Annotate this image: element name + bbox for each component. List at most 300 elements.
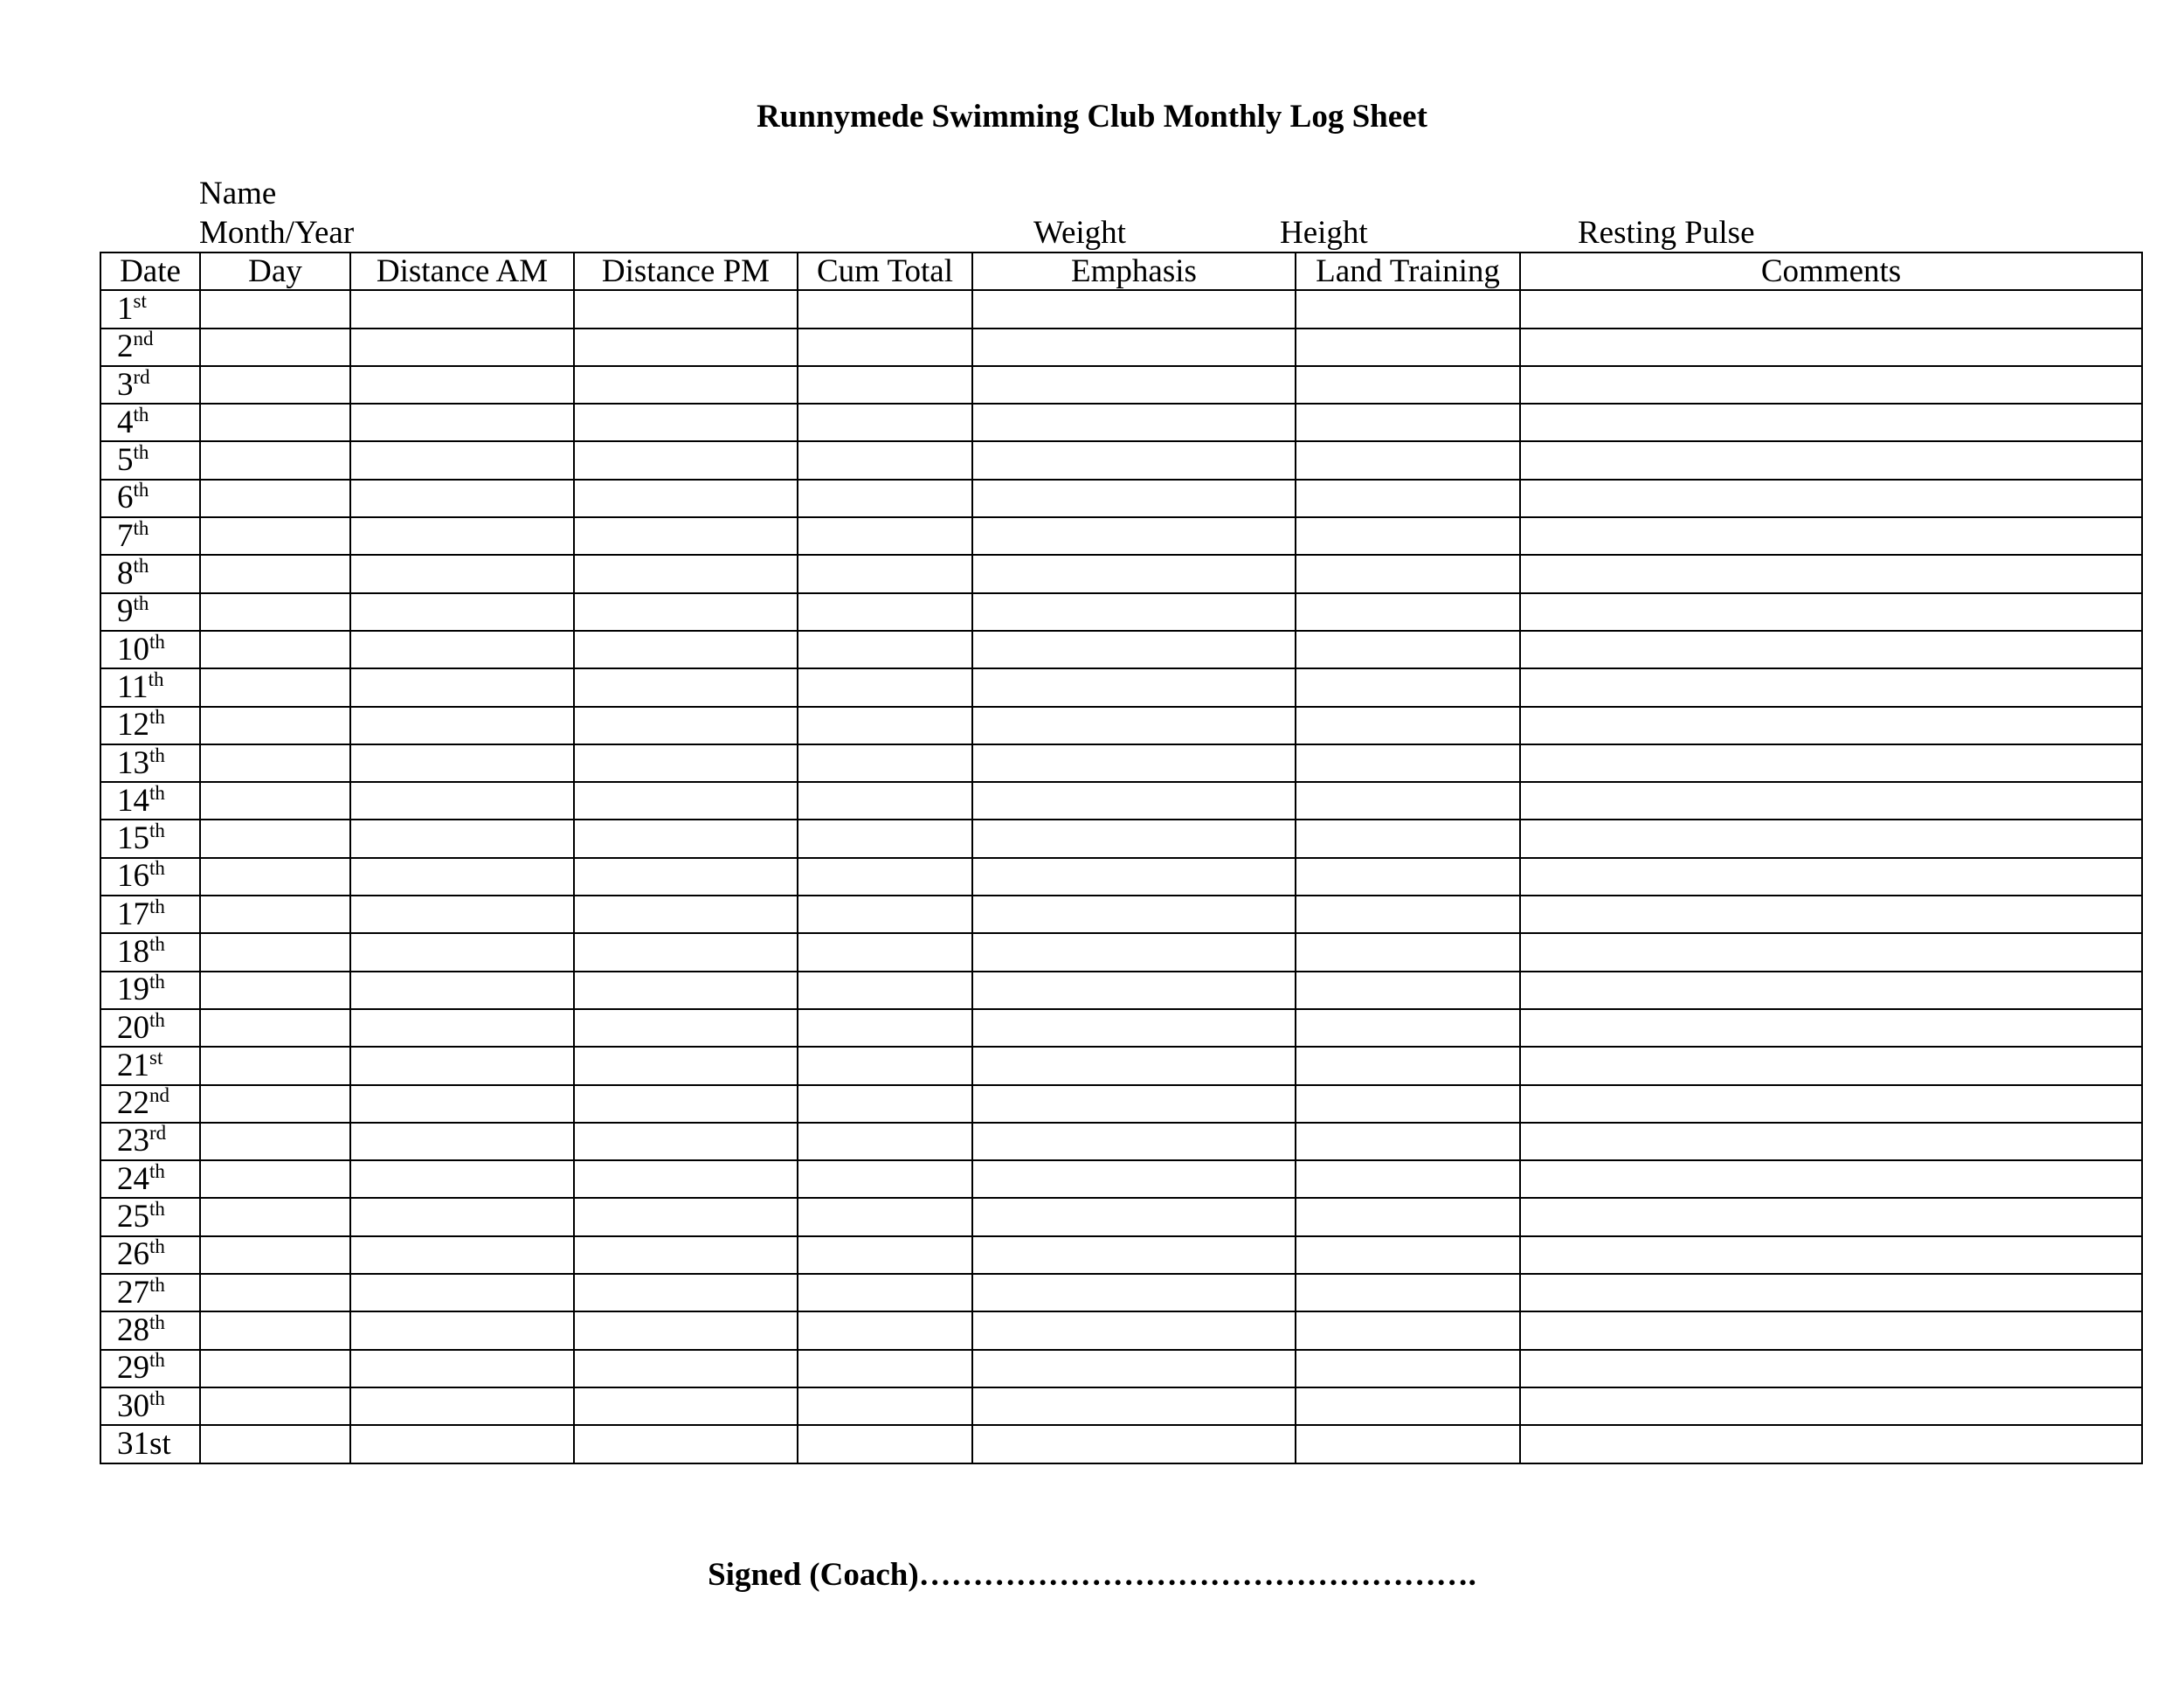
date-cell [100, 707, 200, 744]
table-row [100, 933, 2142, 971]
day-cell[interactable] [200, 744, 350, 782]
date-cell [100, 517, 200, 555]
cum-total-cell[interactable] [798, 555, 972, 592]
distance-am-cell[interactable] [350, 1350, 574, 1387]
distance-pm-cell[interactable] [574, 1009, 798, 1047]
distance-pm-cell[interactable] [574, 668, 798, 706]
date-suffix: th [149, 1349, 165, 1372]
date-number: 16 [117, 858, 149, 895]
distance-pm-cell[interactable] [574, 593, 798, 631]
cum-total-cell[interactable] [798, 820, 972, 857]
cum-total-cell[interactable] [798, 1085, 972, 1123]
cum-total-cell[interactable] [798, 896, 972, 933]
emphasis-cell[interactable] [972, 1236, 1296, 1274]
day-cell[interactable] [200, 366, 350, 404]
land-training-cell[interactable] [1296, 707, 1520, 744]
distance-pm-cell[interactable] [574, 555, 798, 592]
date-cell [100, 329, 200, 366]
distance-pm-cell[interactable] [574, 480, 798, 517]
cum-total-cell[interactable] [798, 858, 972, 896]
distance-pm-cell[interactable] [574, 820, 798, 857]
comments-cell[interactable] [1520, 858, 2142, 896]
land-training-cell[interactable] [1296, 972, 1520, 1009]
day-cell[interactable] [200, 896, 350, 933]
emphasis-cell[interactable] [972, 1047, 1296, 1084]
cum-total-cell[interactable] [798, 517, 972, 555]
emphasis-cell[interactable] [972, 1425, 1296, 1463]
cum-total-cell[interactable] [798, 1047, 972, 1084]
day-cell[interactable] [200, 972, 350, 1009]
date-cell [100, 972, 200, 1009]
land-training-cell[interactable] [1296, 593, 1520, 631]
date-cell [100, 1274, 200, 1311]
distance-am-cell[interactable] [350, 366, 574, 404]
comments-cell[interactable] [1520, 441, 2142, 479]
date-number: 7 [117, 517, 134, 554]
distance-am-cell[interactable] [350, 707, 574, 744]
day-cell[interactable] [200, 290, 350, 328]
emphasis-cell[interactable] [972, 1311, 1296, 1349]
distance-am-cell[interactable] [350, 972, 574, 1009]
comments-cell[interactable] [1520, 820, 2142, 857]
distance-pm-cell[interactable] [574, 631, 798, 668]
distance-pm-cell[interactable] [574, 1425, 798, 1463]
date-cell [100, 1085, 200, 1123]
comments-cell[interactable] [1520, 1160, 2142, 1198]
distance-am-cell[interactable] [350, 480, 574, 517]
comments-cell[interactable] [1520, 1198, 2142, 1235]
date-suffix: th [149, 1198, 165, 1221]
name-label: Name [199, 176, 277, 211]
land-training-cell[interactable] [1296, 441, 1520, 479]
land-training-cell[interactable] [1296, 329, 1520, 366]
distance-am-cell[interactable] [350, 517, 574, 555]
cum-total-cell[interactable] [798, 933, 972, 971]
table-row [100, 517, 2142, 555]
distance-pm-cell[interactable] [574, 517, 798, 555]
day-cell[interactable] [200, 1085, 350, 1123]
emphasis-cell[interactable] [972, 329, 1296, 366]
day-cell[interactable] [200, 1274, 350, 1311]
day-cell[interactable] [200, 1350, 350, 1387]
table-row [100, 441, 2142, 479]
date-number: 23 [117, 1123, 149, 1159]
day-cell[interactable] [200, 555, 350, 592]
land-training-cell[interactable] [1296, 933, 1520, 971]
emphasis-cell[interactable] [972, 1085, 1296, 1123]
distance-pm-cell[interactable] [574, 1387, 798, 1425]
date-suffix: th [149, 971, 165, 993]
emphasis-cell[interactable] [972, 1274, 1296, 1311]
table-row [100, 1425, 2142, 1463]
date-cell [100, 933, 200, 971]
distance-pm-cell[interactable] [574, 329, 798, 366]
distance-am-cell[interactable] [350, 1198, 574, 1235]
land-training-cell[interactable] [1296, 1350, 1520, 1387]
land-training-cell[interactable] [1296, 404, 1520, 441]
distance-am-cell[interactable] [350, 1009, 574, 1047]
distance-pm-cell[interactable] [574, 744, 798, 782]
header-land-training: Land Training [1296, 253, 1520, 290]
day-cell[interactable] [200, 631, 350, 668]
log-table [100, 252, 2143, 1464]
land-training-cell[interactable] [1296, 1425, 1520, 1463]
distance-pm-cell[interactable] [574, 1236, 798, 1274]
date-cell [100, 1123, 200, 1160]
date-number: 10 [117, 631, 149, 668]
land-training-cell[interactable] [1296, 668, 1520, 706]
date-number: 27 [117, 1274, 149, 1311]
date-number: 18 [117, 933, 149, 970]
distance-am-cell[interactable] [350, 329, 574, 366]
land-training-cell[interactable] [1296, 631, 1520, 668]
emphasis-cell[interactable] [972, 858, 1296, 896]
date-number: 19 [117, 972, 149, 1008]
cum-total-cell[interactable] [798, 290, 972, 328]
distance-pm-cell[interactable] [574, 782, 798, 820]
date-number: 2 [117, 329, 134, 365]
cum-total-cell[interactable] [798, 593, 972, 631]
table-row [100, 404, 2142, 441]
header-date: Date [100, 253, 200, 290]
cum-total-cell[interactable] [798, 1160, 972, 1198]
emphasis-cell[interactable] [972, 1123, 1296, 1160]
date-number: 30 [117, 1387, 149, 1424]
comments-cell[interactable] [1520, 593, 2142, 631]
date-cell [100, 744, 200, 782]
cum-total-cell[interactable] [798, 1123, 972, 1160]
emphasis-cell[interactable] [972, 972, 1296, 1009]
date-suffix: th [149, 706, 165, 729]
land-training-cell[interactable] [1296, 1047, 1520, 1084]
distance-pm-cell[interactable] [574, 441, 798, 479]
cum-total-cell[interactable] [798, 1350, 972, 1387]
land-training-cell[interactable] [1296, 480, 1520, 517]
header-day: Day [200, 253, 350, 290]
comments-cell[interactable] [1520, 1085, 2142, 1123]
comments-cell[interactable] [1520, 1009, 2142, 1047]
comments-cell[interactable] [1520, 1123, 2142, 1160]
table-row [100, 290, 2142, 328]
table-row [100, 1160, 2142, 1198]
land-training-cell[interactable] [1296, 896, 1520, 933]
date-number: 29 [117, 1350, 149, 1387]
day-cell[interactable] [200, 1047, 350, 1084]
height-label: Height [1280, 215, 1368, 251]
table-row [100, 1236, 2142, 1274]
table-row [100, 1198, 2142, 1235]
land-training-cell[interactable] [1296, 1085, 1520, 1123]
distance-am-cell[interactable] [350, 1123, 574, 1160]
cum-total-cell[interactable] [798, 1198, 972, 1235]
emphasis-cell[interactable] [972, 668, 1296, 706]
land-training-cell[interactable] [1296, 820, 1520, 857]
day-cell[interactable] [200, 820, 350, 857]
comments-cell[interactable] [1520, 972, 2142, 1009]
distance-am-cell[interactable] [350, 896, 574, 933]
emphasis-cell[interactable] [972, 593, 1296, 631]
day-cell[interactable] [200, 1009, 350, 1047]
cum-total-cell[interactable] [798, 782, 972, 820]
distance-pm-cell[interactable] [574, 707, 798, 744]
date-number: 14 [117, 782, 149, 819]
distance-am-cell[interactable] [350, 782, 574, 820]
comments-cell[interactable] [1520, 404, 2142, 441]
date-suffix: th [149, 744, 165, 766]
distance-pm-cell[interactable] [574, 1311, 798, 1349]
day-cell[interactable] [200, 517, 350, 555]
emphasis-cell[interactable] [972, 896, 1296, 933]
emphasis-cell[interactable] [972, 1160, 1296, 1198]
day-cell[interactable] [200, 782, 350, 820]
comments-cell[interactable] [1520, 1350, 2142, 1387]
emphasis-cell[interactable] [972, 404, 1296, 441]
table-row [100, 896, 2142, 933]
emphasis-cell[interactable] [972, 631, 1296, 668]
day-cell[interactable] [200, 707, 350, 744]
day-cell[interactable] [200, 858, 350, 896]
cum-total-cell[interactable] [798, 744, 972, 782]
resting-pulse-label: Resting Pulse [1578, 215, 1755, 251]
comments-cell[interactable] [1520, 631, 2142, 668]
distance-pm-cell[interactable] [574, 1047, 798, 1084]
distance-am-cell[interactable] [350, 404, 574, 441]
comments-cell[interactable] [1520, 933, 2142, 971]
day-cell[interactable] [200, 933, 350, 971]
emphasis-cell[interactable] [972, 1198, 1296, 1235]
land-training-cell[interactable] [1296, 366, 1520, 404]
distance-am-cell[interactable] [350, 555, 574, 592]
emphasis-cell[interactable] [972, 290, 1296, 328]
emphasis-cell[interactable] [972, 441, 1296, 479]
date-suffix: nd [149, 1084, 169, 1107]
cum-total-cell[interactable] [798, 1236, 972, 1274]
distance-pm-cell[interactable] [574, 404, 798, 441]
distance-pm-cell[interactable] [574, 896, 798, 933]
date-cell [100, 404, 200, 441]
date-number: 31st [117, 1425, 171, 1462]
land-training-cell[interactable] [1296, 1198, 1520, 1235]
date-number: 4 [117, 404, 134, 440]
distance-pm-cell[interactable] [574, 1160, 798, 1198]
comments-cell[interactable] [1520, 668, 2142, 706]
date-suffix: th [149, 820, 165, 842]
emphasis-cell[interactable] [972, 517, 1296, 555]
date-cell [100, 1350, 200, 1387]
date-cell [100, 441, 200, 479]
comments-cell[interactable] [1520, 480, 2142, 517]
distance-am-cell[interactable] [350, 1160, 574, 1198]
emphasis-cell[interactable] [972, 782, 1296, 820]
land-training-cell[interactable] [1296, 290, 1520, 328]
distance-pm-cell[interactable] [574, 1123, 798, 1160]
header-emphasis: Emphasis [972, 253, 1296, 290]
distance-am-cell[interactable] [350, 1085, 574, 1123]
distance-am-cell[interactable] [350, 1387, 574, 1425]
table-row [100, 744, 2142, 782]
cum-total-cell[interactable] [798, 329, 972, 366]
cum-total-cell[interactable] [798, 707, 972, 744]
date-suffix: th [133, 592, 149, 615]
table-row [100, 1047, 2142, 1084]
cum-total-cell[interactable] [798, 366, 972, 404]
date-cell [100, 631, 200, 668]
date-suffix: th [149, 782, 165, 804]
date-cell [100, 1198, 200, 1235]
date-cell [100, 782, 200, 820]
day-cell[interactable] [200, 1123, 350, 1160]
day-cell[interactable] [200, 480, 350, 517]
comments-cell[interactable] [1520, 1387, 2142, 1425]
distance-am-cell[interactable] [350, 441, 574, 479]
date-number: 21 [117, 1047, 149, 1083]
distance-am-cell[interactable] [350, 1047, 574, 1084]
distance-am-cell[interactable] [350, 1311, 574, 1349]
cum-total-cell[interactable] [798, 480, 972, 517]
date-number: 8 [117, 556, 134, 592]
day-cell[interactable] [200, 1198, 350, 1235]
cum-total-cell[interactable] [798, 631, 972, 668]
land-training-cell[interactable] [1296, 555, 1520, 592]
cum-total-cell[interactable] [798, 972, 972, 1009]
distance-pm-cell[interactable] [574, 1198, 798, 1235]
table-row [100, 858, 2142, 896]
day-cell[interactable] [200, 1311, 350, 1349]
emphasis-cell[interactable] [972, 744, 1296, 782]
distance-pm-cell[interactable] [574, 290, 798, 328]
comments-cell[interactable] [1520, 782, 2142, 820]
cum-total-cell[interactable] [798, 1009, 972, 1047]
date-number: 1 [117, 290, 134, 327]
cum-total-cell[interactable] [798, 1387, 972, 1425]
distance-pm-cell[interactable] [574, 933, 798, 971]
table-row [100, 782, 2142, 820]
coach-signature-line: Signed (Coach)……………………………………………. [708, 1557, 1476, 1593]
table-row [100, 972, 2142, 1009]
comments-cell[interactable] [1520, 1274, 2142, 1311]
cum-total-cell[interactable] [798, 404, 972, 441]
cum-total-cell[interactable] [798, 1425, 972, 1463]
date-cell [100, 820, 200, 857]
distance-am-cell[interactable] [350, 858, 574, 896]
distance-am-cell[interactable] [350, 1236, 574, 1274]
emphasis-cell[interactable] [972, 707, 1296, 744]
date-suffix: rd [149, 1122, 167, 1145]
date-cell [100, 1425, 200, 1463]
distance-pm-cell[interactable] [574, 1085, 798, 1123]
distance-pm-cell[interactable] [574, 1274, 798, 1311]
day-cell[interactable] [200, 593, 350, 631]
comments-cell[interactable] [1520, 290, 2142, 328]
comments-cell[interactable] [1520, 517, 2142, 555]
land-training-cell[interactable] [1296, 782, 1520, 820]
day-cell[interactable] [200, 404, 350, 441]
land-training-cell[interactable] [1296, 1274, 1520, 1311]
land-training-cell[interactable] [1296, 1160, 1520, 1198]
land-training-cell[interactable] [1296, 517, 1520, 555]
day-cell[interactable] [200, 1160, 350, 1198]
comments-cell[interactable] [1520, 1425, 2142, 1463]
comments-cell[interactable] [1520, 1047, 2142, 1084]
cum-total-cell[interactable] [798, 1274, 972, 1311]
comments-cell[interactable] [1520, 329, 2142, 366]
cum-total-cell[interactable] [798, 441, 972, 479]
date-suffix: th [149, 1235, 165, 1258]
table-row [100, 668, 2142, 706]
day-cell[interactable] [200, 441, 350, 479]
comments-cell[interactable] [1520, 896, 2142, 933]
cum-total-cell[interactable] [798, 668, 972, 706]
distance-am-cell[interactable] [350, 290, 574, 328]
land-training-cell[interactable] [1296, 1387, 1520, 1425]
date-number: 17 [117, 896, 149, 932]
distance-pm-cell[interactable] [574, 972, 798, 1009]
land-training-cell[interactable] [1296, 858, 1520, 896]
distance-pm-cell[interactable] [574, 366, 798, 404]
distance-am-cell[interactable] [350, 1274, 574, 1311]
date-cell [100, 1387, 200, 1425]
emphasis-cell[interactable] [972, 933, 1296, 971]
distance-pm-cell[interactable] [574, 1350, 798, 1387]
table-row [100, 366, 2142, 404]
table-row [100, 1085, 2142, 1123]
date-suffix: th [149, 857, 165, 880]
date-suffix: st [133, 290, 147, 312]
land-training-cell[interactable] [1296, 1123, 1520, 1160]
comments-cell[interactable] [1520, 744, 2142, 782]
day-cell[interactable] [200, 668, 350, 706]
comments-cell[interactable] [1520, 707, 2142, 744]
comments-cell[interactable] [1520, 555, 2142, 592]
comments-cell[interactable] [1520, 366, 2142, 404]
distance-am-cell[interactable] [350, 744, 574, 782]
distance-am-cell[interactable] [350, 631, 574, 668]
distance-pm-cell[interactable] [574, 858, 798, 896]
land-training-cell[interactable] [1296, 1009, 1520, 1047]
cum-total-cell[interactable] [798, 1311, 972, 1349]
distance-am-cell[interactable] [350, 668, 574, 706]
day-cell[interactable] [200, 1425, 350, 1463]
emphasis-cell[interactable] [972, 1350, 1296, 1387]
date-number: 12 [117, 707, 149, 744]
land-training-cell[interactable] [1296, 744, 1520, 782]
distance-am-cell[interactable] [350, 1425, 574, 1463]
emphasis-cell[interactable] [972, 480, 1296, 517]
table-row [100, 1311, 2142, 1349]
emphasis-cell[interactable] [972, 366, 1296, 404]
emphasis-cell[interactable] [972, 1009, 1296, 1047]
distance-am-cell[interactable] [350, 593, 574, 631]
distance-am-cell[interactable] [350, 820, 574, 857]
land-training-cell[interactable] [1296, 1311, 1520, 1349]
date-suffix: th [149, 630, 165, 653]
date-cell [100, 366, 200, 404]
table-row [100, 631, 2142, 668]
emphasis-cell[interactable] [972, 1387, 1296, 1425]
date-cell [100, 480, 200, 517]
emphasis-cell[interactable] [972, 555, 1296, 592]
distance-am-cell[interactable] [350, 933, 574, 971]
day-cell[interactable] [200, 1387, 350, 1425]
land-training-cell[interactable] [1296, 1236, 1520, 1274]
comments-cell[interactable] [1520, 1311, 2142, 1349]
day-cell[interactable] [200, 1236, 350, 1274]
date-cell [100, 555, 200, 592]
emphasis-cell[interactable] [972, 820, 1296, 857]
comments-cell[interactable] [1520, 1236, 2142, 1274]
date-suffix: th [148, 668, 164, 690]
day-cell[interactable] [200, 329, 350, 366]
